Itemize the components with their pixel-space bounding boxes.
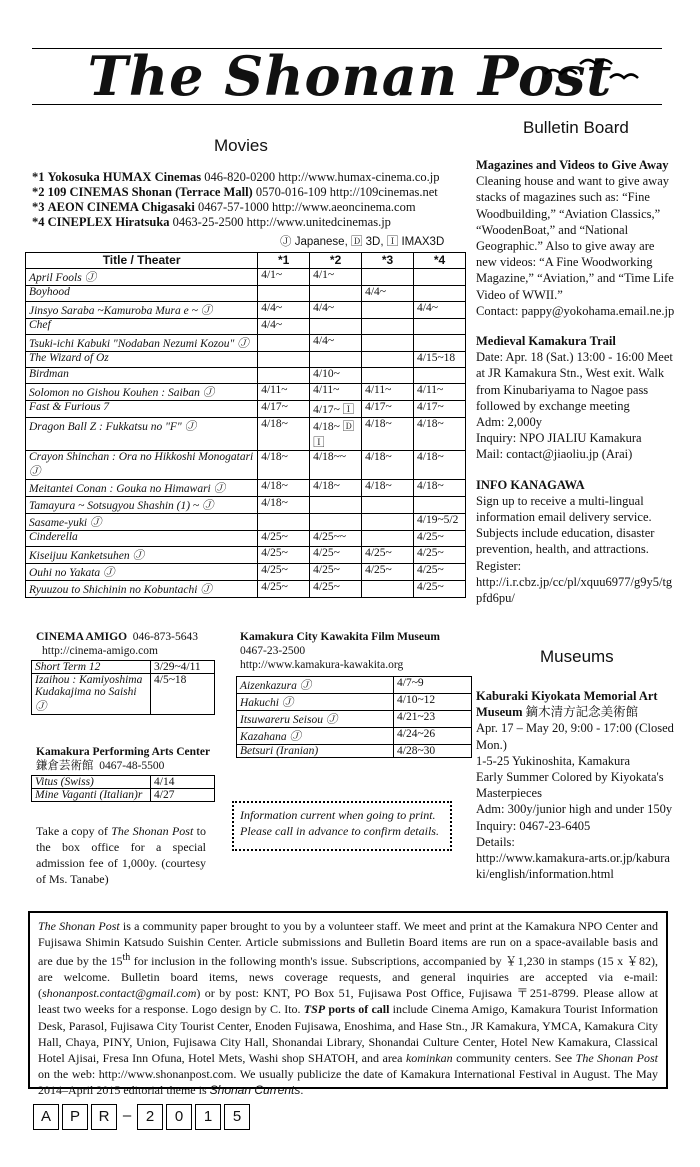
- movie-date: 4/18~: [362, 480, 414, 497]
- kpac-table: [31, 775, 215, 802]
- movie-title: Kiseijuu Kanketsuhen Ⓙ: [26, 547, 258, 564]
- movie-date: [362, 514, 414, 531]
- movie-title: Birdman: [26, 368, 258, 384]
- kawakita-table: [236, 676, 472, 758]
- movie-row: [26, 368, 466, 384]
- movie-title: Ryuuzou to Shichinin no Kobuntachi Ⓙ: [26, 581, 258, 598]
- date-char: A: [33, 1104, 59, 1130]
- cinema-amigo-url: http://cinema-amigo.com: [42, 645, 158, 657]
- format-legend: Ⓙ Japanese, 🄳 3D, 🄸 IMAX3D: [280, 236, 445, 248]
- theater-num: *2: [32, 185, 45, 199]
- cinema-amigo-table: [31, 660, 215, 715]
- theater-name: AEON CINEMA Chigasaki: [47, 200, 195, 214]
- movie-date: [414, 286, 466, 302]
- movie-title: Jinsyo Saraba ~Kamuroba Mura e ~ Ⓙ: [26, 302, 258, 319]
- film-title: Betsuri (Iranian): [237, 745, 394, 758]
- film-title: Izaihou : Kamiyoshima Kudakajima no Saishi Ⓙ: [32, 674, 151, 715]
- movie-date: [414, 319, 466, 335]
- bulletin-board: [476, 157, 676, 606]
- movie-date: 4/17~: [362, 401, 414, 418]
- film-title: Mine Vaganti (Italian)r: [32, 789, 151, 802]
- movie-row: [26, 384, 466, 401]
- movie-title: The Wizard of Oz: [26, 352, 258, 368]
- movies-table: [25, 252, 466, 598]
- date-char: –: [122, 1107, 132, 1124]
- film-title: Itsuwareru Seisou Ⓙ: [237, 711, 394, 728]
- kpac-phone: 0467-48-5500: [99, 760, 165, 772]
- movie-date: [258, 368, 310, 384]
- movie-date: 4/18~: [414, 418, 466, 451]
- movie-row: [26, 352, 466, 368]
- movie-date: 4/18~: [310, 480, 362, 497]
- movie-date: [414, 269, 466, 286]
- schedule-row: [32, 789, 215, 802]
- movie-row: [26, 335, 466, 352]
- schedule-row: [237, 711, 472, 728]
- schedule-row: [237, 694, 472, 711]
- movie-row: [26, 514, 466, 531]
- movie-date: 4/17~: [258, 401, 310, 418]
- movie-title: Sasame-yuki Ⓙ: [26, 514, 258, 531]
- movies-header-cell: *2: [310, 253, 362, 269]
- movie-title: Chef: [26, 319, 258, 335]
- film-title: Aizenkazura Ⓙ: [237, 677, 394, 694]
- kpac-name: Kamakura Performing Arts Center: [36, 746, 211, 758]
- movie-date: [310, 352, 362, 368]
- movie-date: 4/25~: [414, 581, 466, 598]
- movie-date: 4/18~: [258, 451, 310, 480]
- movie-row: [26, 531, 466, 547]
- theater-contact: 046-820-0200 http://www.humax-cinema.co.jp: [204, 170, 440, 184]
- theater-name: 109 CINEMAS Shonan (Terrace Mall): [47, 185, 253, 199]
- movie-date: 4/25~: [258, 531, 310, 547]
- theater-contact: 0467-57-1000 http://www.aeoncinema.com: [198, 200, 416, 214]
- movie-row: [26, 547, 466, 564]
- film-date: 4/7~9: [394, 677, 472, 694]
- movies-header-cell: *1: [258, 253, 310, 269]
- movie-date: [414, 335, 466, 352]
- film-date: 3/29~4/11: [151, 661, 215, 674]
- movie-date: [258, 286, 310, 302]
- movie-date: 4/15~18: [414, 352, 466, 368]
- movie-date: 4/10~: [310, 368, 362, 384]
- movie-date: [258, 352, 310, 368]
- movie-row: [26, 418, 466, 451]
- movie-date: 4/25~: [258, 581, 310, 598]
- movie-date: [414, 368, 466, 384]
- movie-title: Meitantei Conan : Gouka no Himawari Ⓙ: [26, 480, 258, 497]
- theater-num: *3: [32, 200, 45, 214]
- movie-date: [362, 319, 414, 335]
- movie-row: [26, 286, 466, 302]
- movie-date: [362, 352, 414, 368]
- date-char: R: [91, 1104, 117, 1130]
- film-title: Kazahana Ⓙ: [237, 728, 394, 745]
- movie-row: [26, 451, 466, 480]
- movie-date: [258, 335, 310, 352]
- museum-line: Details:: [476, 834, 515, 849]
- movie-date: 4/4~: [258, 302, 310, 319]
- museum-listing: [476, 688, 676, 882]
- movie-row: [26, 581, 466, 598]
- movie-date: [362, 531, 414, 547]
- bulletin-heading: Bulletin Board: [523, 118, 629, 137]
- movies-header-cell: *4: [414, 253, 466, 269]
- movie-row: [26, 302, 466, 319]
- movie-date: 4/11~: [362, 384, 414, 401]
- movie-date: 4/4~: [310, 302, 362, 319]
- movie-date: 4/4~: [414, 302, 466, 319]
- movie-date: 4/18~: [362, 451, 414, 480]
- masthead-title: The Shonan Post: [87, 44, 613, 108]
- movie-date: 4/17~: [414, 401, 466, 418]
- copy-note: Take a copy of The Shonan Post to the box office for a special admission fee of 1,000y. (courtesy of Ms. Tanabe): [36, 824, 206, 886]
- museum-line: Inquiry: 0467-23-6405: [476, 818, 591, 833]
- movie-title: Dragon Ball Z : Fukkatsu no "F" Ⓙ: [26, 418, 258, 451]
- bulletin-item-info-kanagawa: INFO KANAGAWA Sign up to receive a multi-lingual information email delivery service. Subjects include education, disaster prevention, health, and attractions. Register: http://i.r.cbz.jp/cc/pl/xquu6977/g9y5/tgpfd6pu/: [476, 477, 673, 606]
- film-date: 4/5~18: [151, 674, 215, 715]
- movie-date: 4/25~: [414, 564, 466, 581]
- movie-date: 4/11~: [258, 384, 310, 401]
- museum-line: Adm: 300y/junior high and under 150y: [476, 802, 673, 817]
- date-char: 2: [137, 1104, 163, 1130]
- movie-date: 4/17~ 🄸: [310, 401, 362, 418]
- movie-date: 4/25~~: [310, 531, 362, 547]
- museums-heading: Museums: [540, 647, 614, 666]
- film-title: Hakuchi Ⓙ: [237, 694, 394, 711]
- museum-line: 1-5-25 Yukinoshita, Kamakura: [476, 753, 631, 768]
- schedule-row: [32, 661, 215, 674]
- film-date: 4/14: [151, 776, 215, 789]
- movie-date: [362, 302, 414, 319]
- movie-row: [26, 269, 466, 286]
- schedule-row: [237, 728, 472, 745]
- museum-line: http://www.kamakura-arts.or.jp/kabura ki/english/information.html: [476, 851, 670, 882]
- movie-date: 4/18~: [414, 480, 466, 497]
- movie-title: Solomon no Gishou Kouhen : Saiban Ⓙ: [26, 384, 258, 401]
- movie-title: Crayon Shinchan : Ora no Hikkoshi Monogatari Ⓙ: [26, 451, 258, 480]
- schedule-row: [32, 674, 215, 715]
- movie-date: 4/4~: [362, 286, 414, 302]
- museum-title: Kaburaki Kiyokata Memorial Art Museum: [476, 689, 658, 720]
- film-date: 4/24~26: [394, 728, 472, 745]
- film-date: 4/27: [151, 789, 215, 802]
- film-date: 4/10~12: [394, 694, 472, 711]
- theater-num: *4: [32, 215, 45, 229]
- movie-date: [310, 286, 362, 302]
- theater-name: CINEPLEX Hiratsuka: [47, 215, 170, 229]
- movie-date: 4/1~: [310, 269, 362, 286]
- film-date: 4/28~30: [394, 745, 472, 758]
- theater-num: *1: [32, 170, 45, 184]
- cinema-amigo-info: [36, 630, 198, 658]
- museum-line: Early Summer Colored by Kiyokata's Masterpieces: [476, 770, 664, 801]
- theater-contact: 0463-25-2500 http://www.unitedcinemas.jp: [172, 215, 391, 229]
- movie-row: [26, 480, 466, 497]
- movie-date: [362, 269, 414, 286]
- movie-row: [26, 497, 466, 514]
- movies-header-cell: Title / Theater: [26, 253, 258, 269]
- movie-date: 4/25~: [310, 564, 362, 581]
- movie-date: 4/25~: [258, 564, 310, 581]
- movie-date: [310, 514, 362, 531]
- birds-icon: [540, 52, 650, 92]
- movie-title: Ouhi no Yakata Ⓙ: [26, 564, 258, 581]
- movie-date: 4/18~: [258, 480, 310, 497]
- movie-date: [362, 335, 414, 352]
- movie-title: April Fools Ⓙ: [26, 269, 258, 286]
- movie-row: [26, 319, 466, 335]
- theater-listing: [32, 170, 472, 230]
- movie-date: 4/18~: [258, 497, 310, 514]
- masthead-bottom-rule: [32, 104, 662, 105]
- movie-date: [310, 497, 362, 514]
- movie-date: 4/25~: [414, 531, 466, 547]
- movie-date: 4/18~ 🄳 🄸: [310, 418, 362, 451]
- film-title: Vitus (Swiss): [32, 776, 151, 789]
- schedule-row: [237, 677, 472, 694]
- kawakita-info: [240, 630, 440, 672]
- movie-date: 4/1~: [258, 269, 310, 286]
- movie-date: [414, 497, 466, 514]
- kawakita-url: http://www.kamakura-kawakita.org: [240, 659, 404, 671]
- movie-date: 4/11~: [414, 384, 466, 401]
- issue-date: [33, 1104, 253, 1130]
- theater-line: [32, 170, 472, 185]
- movie-date: 4/25~: [258, 547, 310, 564]
- movie-date: [310, 319, 362, 335]
- theater-name: Yokosuka HUMAX Cinemas: [47, 170, 202, 184]
- movie-title: Fast & Furious 7: [26, 401, 258, 418]
- movie-date: 4/25~: [310, 581, 362, 598]
- museum-line: Apr. 17 – May 20, 9:00 - 17:00 (Closed Mon.): [476, 721, 674, 752]
- movie-date: 4/25~: [362, 547, 414, 564]
- movie-date: 4/11~: [310, 384, 362, 401]
- film-title: Short Term 12: [32, 661, 151, 674]
- movie-date: 4/18~: [414, 451, 466, 480]
- movie-date: 4/4~: [258, 319, 310, 335]
- movie-title: Cinderella: [26, 531, 258, 547]
- movies-header-cell: *3: [362, 253, 414, 269]
- movie-row: [26, 564, 466, 581]
- movie-date: 4/25~: [414, 547, 466, 564]
- movie-title: Boyhood: [26, 286, 258, 302]
- bulletin-item-trail: Medieval Kamakura Trail Date: Apr. 18 (Sat.) 13:00 - 16:00 Meet at JR Kamakura Stn., West exit. Walk from Kinubariyama to Nagoe pass followed by exchange meeting Adm: 2,000y Inquiry: NPO JIALIU Kamakura Mail: contact@jiaoliu.jp (Arai): [476, 334, 673, 462]
- bulletin-item-magazines: Magazines and Videos to Give Away Cleaning house and want to give away stacks of magazines such as: “Fine Woodbuilding,” “Aviation Classics,” “WoodenBoat,” and “National Geographic.” Also to give away are new videos: “A Fine Woodworking Magazine,” “Aviation,” and “Time Life Video of WWII.” Contact: pappy@yokohama.email.ne.jp: [476, 158, 675, 318]
- film-date: 4/21~23: [394, 711, 472, 728]
- movie-date: 4/19~5/2: [414, 514, 466, 531]
- schedule-row: [32, 776, 215, 789]
- kpac-jp-name: 鎌倉芸術館: [36, 760, 94, 772]
- schedule-row: [237, 745, 472, 758]
- movies-heading: Movies: [214, 136, 268, 155]
- movie-date: [362, 581, 414, 598]
- theater-line: [32, 185, 472, 200]
- cinema-amigo-name: CINEMA AMIGO: [36, 631, 128, 643]
- movie-title: Tamayura ~ Sotsugyou Shashin (1) ~ Ⓙ: [26, 497, 258, 514]
- museum-title-jp: 鏑木清方記念美術館: [525, 705, 639, 720]
- about-box: The Shonan Post is a community paper brought to you by a volunteer staff. We meet and print at the Kamakura NPO Center and Fujisawa Shimin Katsudo Suishin Center. Article submissions and Bulletin Board items are run on a space-available basis and are due by the 15th for inclusion in the following month's issue. Subscriptions, accompanied by ￥1,230 in stamps (15 x ￥82), are welcome. Bulletin board items, news coverage requests, and general inquiries are accepted via e-mail: (shonanpost.contact@gmail.com) or by post: KNT, PO Box 51, Fujisawa Post Office, Fujisawa 〒251-8799. Please allow at least two weeks for a response. Logo design by C. Ito. TSP ports of call include Cinema Amigo, Kamakura Tourist Information Desk, Parasol, Fujisawa City Tourist Center, Enoden Fujisawa, Enoshima, and Hase Stn., JR Kamakura, YMCA, Kamakura City Hall, Chaya, PINY, Union, Fujisawa City Hall, Shonandai Library, Shonandai Culture Center, Hotel New Kamakura, Classical Hotel Ajisai, Fresa Inn Ofuna, Hotel Mets, Washi shop SHATOH, and area kominkan community centers. See The Shonan Post on the web: http://www.shonanpost.com. We usually publicize the date of Kamakura International Festival in August. The May 2014–April 2015 editorial theme is Shonan Currents.: [28, 911, 668, 1089]
- date-char: 5: [224, 1104, 250, 1130]
- movie-date: 4/18~~: [310, 451, 362, 480]
- kpac-info: [36, 745, 210, 773]
- movie-date: 4/25~: [310, 547, 362, 564]
- movie-date: 4/18~: [258, 418, 310, 451]
- kawakita-phone: 0467-23-2500: [240, 645, 306, 657]
- kawakita-name: Kamakura City Kawakita Film Museum: [240, 631, 440, 643]
- theater-contact: 0570-016-109 http://109cinemas.net: [255, 185, 438, 199]
- date-char: 1: [195, 1104, 221, 1130]
- date-char: 0: [166, 1104, 192, 1130]
- movie-date: [258, 514, 310, 531]
- movie-title: Tsuki-ichi Kabuki "Nodaban Nezumi Kozou" Ⓙ: [26, 335, 258, 352]
- notice-box: Information current when going to print. Please call in advance to confirm details.: [232, 801, 452, 851]
- date-char: P: [62, 1104, 88, 1130]
- movie-date: 4/25~: [362, 564, 414, 581]
- movie-date: 4/18~: [362, 418, 414, 451]
- cinema-amigo-phone: 046-873-5643: [132, 631, 198, 643]
- movie-date: [362, 497, 414, 514]
- movie-date: 4/4~: [310, 335, 362, 352]
- theater-line: [32, 215, 472, 230]
- movie-date: [362, 368, 414, 384]
- movie-row: [26, 401, 466, 418]
- theater-line: [32, 200, 472, 215]
